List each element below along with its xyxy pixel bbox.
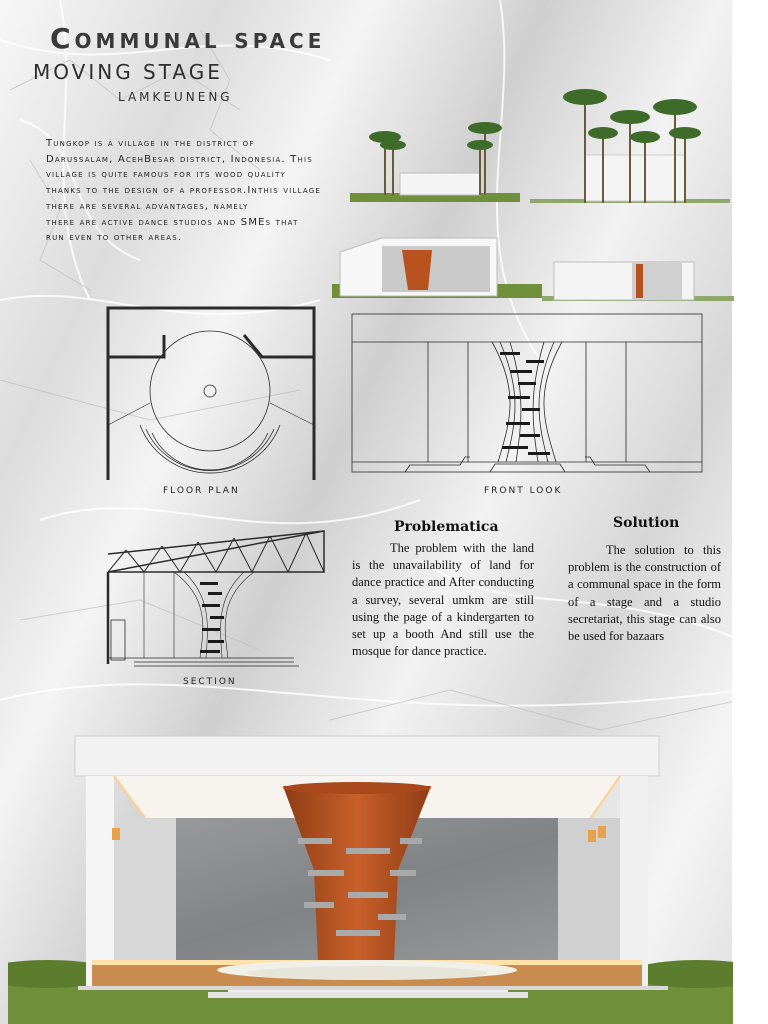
front-look-drawing bbox=[350, 312, 705, 475]
intro-paragraph-2: there are active dance studios and SMEs that run even to other areas. bbox=[46, 216, 299, 244]
location-label: LAMKEUNENG bbox=[118, 90, 233, 104]
intro-text bbox=[46, 136, 321, 246]
stage-render bbox=[8, 730, 733, 1024]
front-look-caption: FRONT LOOK bbox=[484, 486, 563, 496]
floor-plan-drawing bbox=[104, 305, 318, 483]
section-drawing bbox=[104, 528, 328, 674]
perspective-render-small bbox=[332, 232, 734, 304]
paper-edge bbox=[732, 0, 768, 1024]
solution-text: The solution to this problem is the construction of a communal space in the form of a stage and a studio secretariat, this stage can also be used for bazaars bbox=[568, 543, 721, 644]
problematica-text: The problem with the land is the unavailability of land for dance practice and After conducting a survey, several umkm are still using the page of a kindergarten to set up a booth And still use the mosque for dance practice. bbox=[352, 541, 534, 659]
page-title: Communal space bbox=[50, 22, 326, 55]
problematica-heading: Problematica bbox=[394, 519, 499, 535]
floor-plan-caption: FLOOR PLAN bbox=[163, 486, 240, 496]
solution-heading: Solution bbox=[613, 515, 680, 531]
page-subtitle: MOVING STAGE bbox=[33, 60, 223, 84]
intro-paragraph-1: Tungkop is a village in the district of Darussalam, AcehBesar district, Indonesia. This village is quite famous for its wood quality thanks to the design of a professor.Inthis village there are several advantages, namely bbox=[46, 138, 321, 212]
elevation-render-top bbox=[345, 85, 735, 210]
section-caption: SECTION bbox=[183, 677, 237, 687]
